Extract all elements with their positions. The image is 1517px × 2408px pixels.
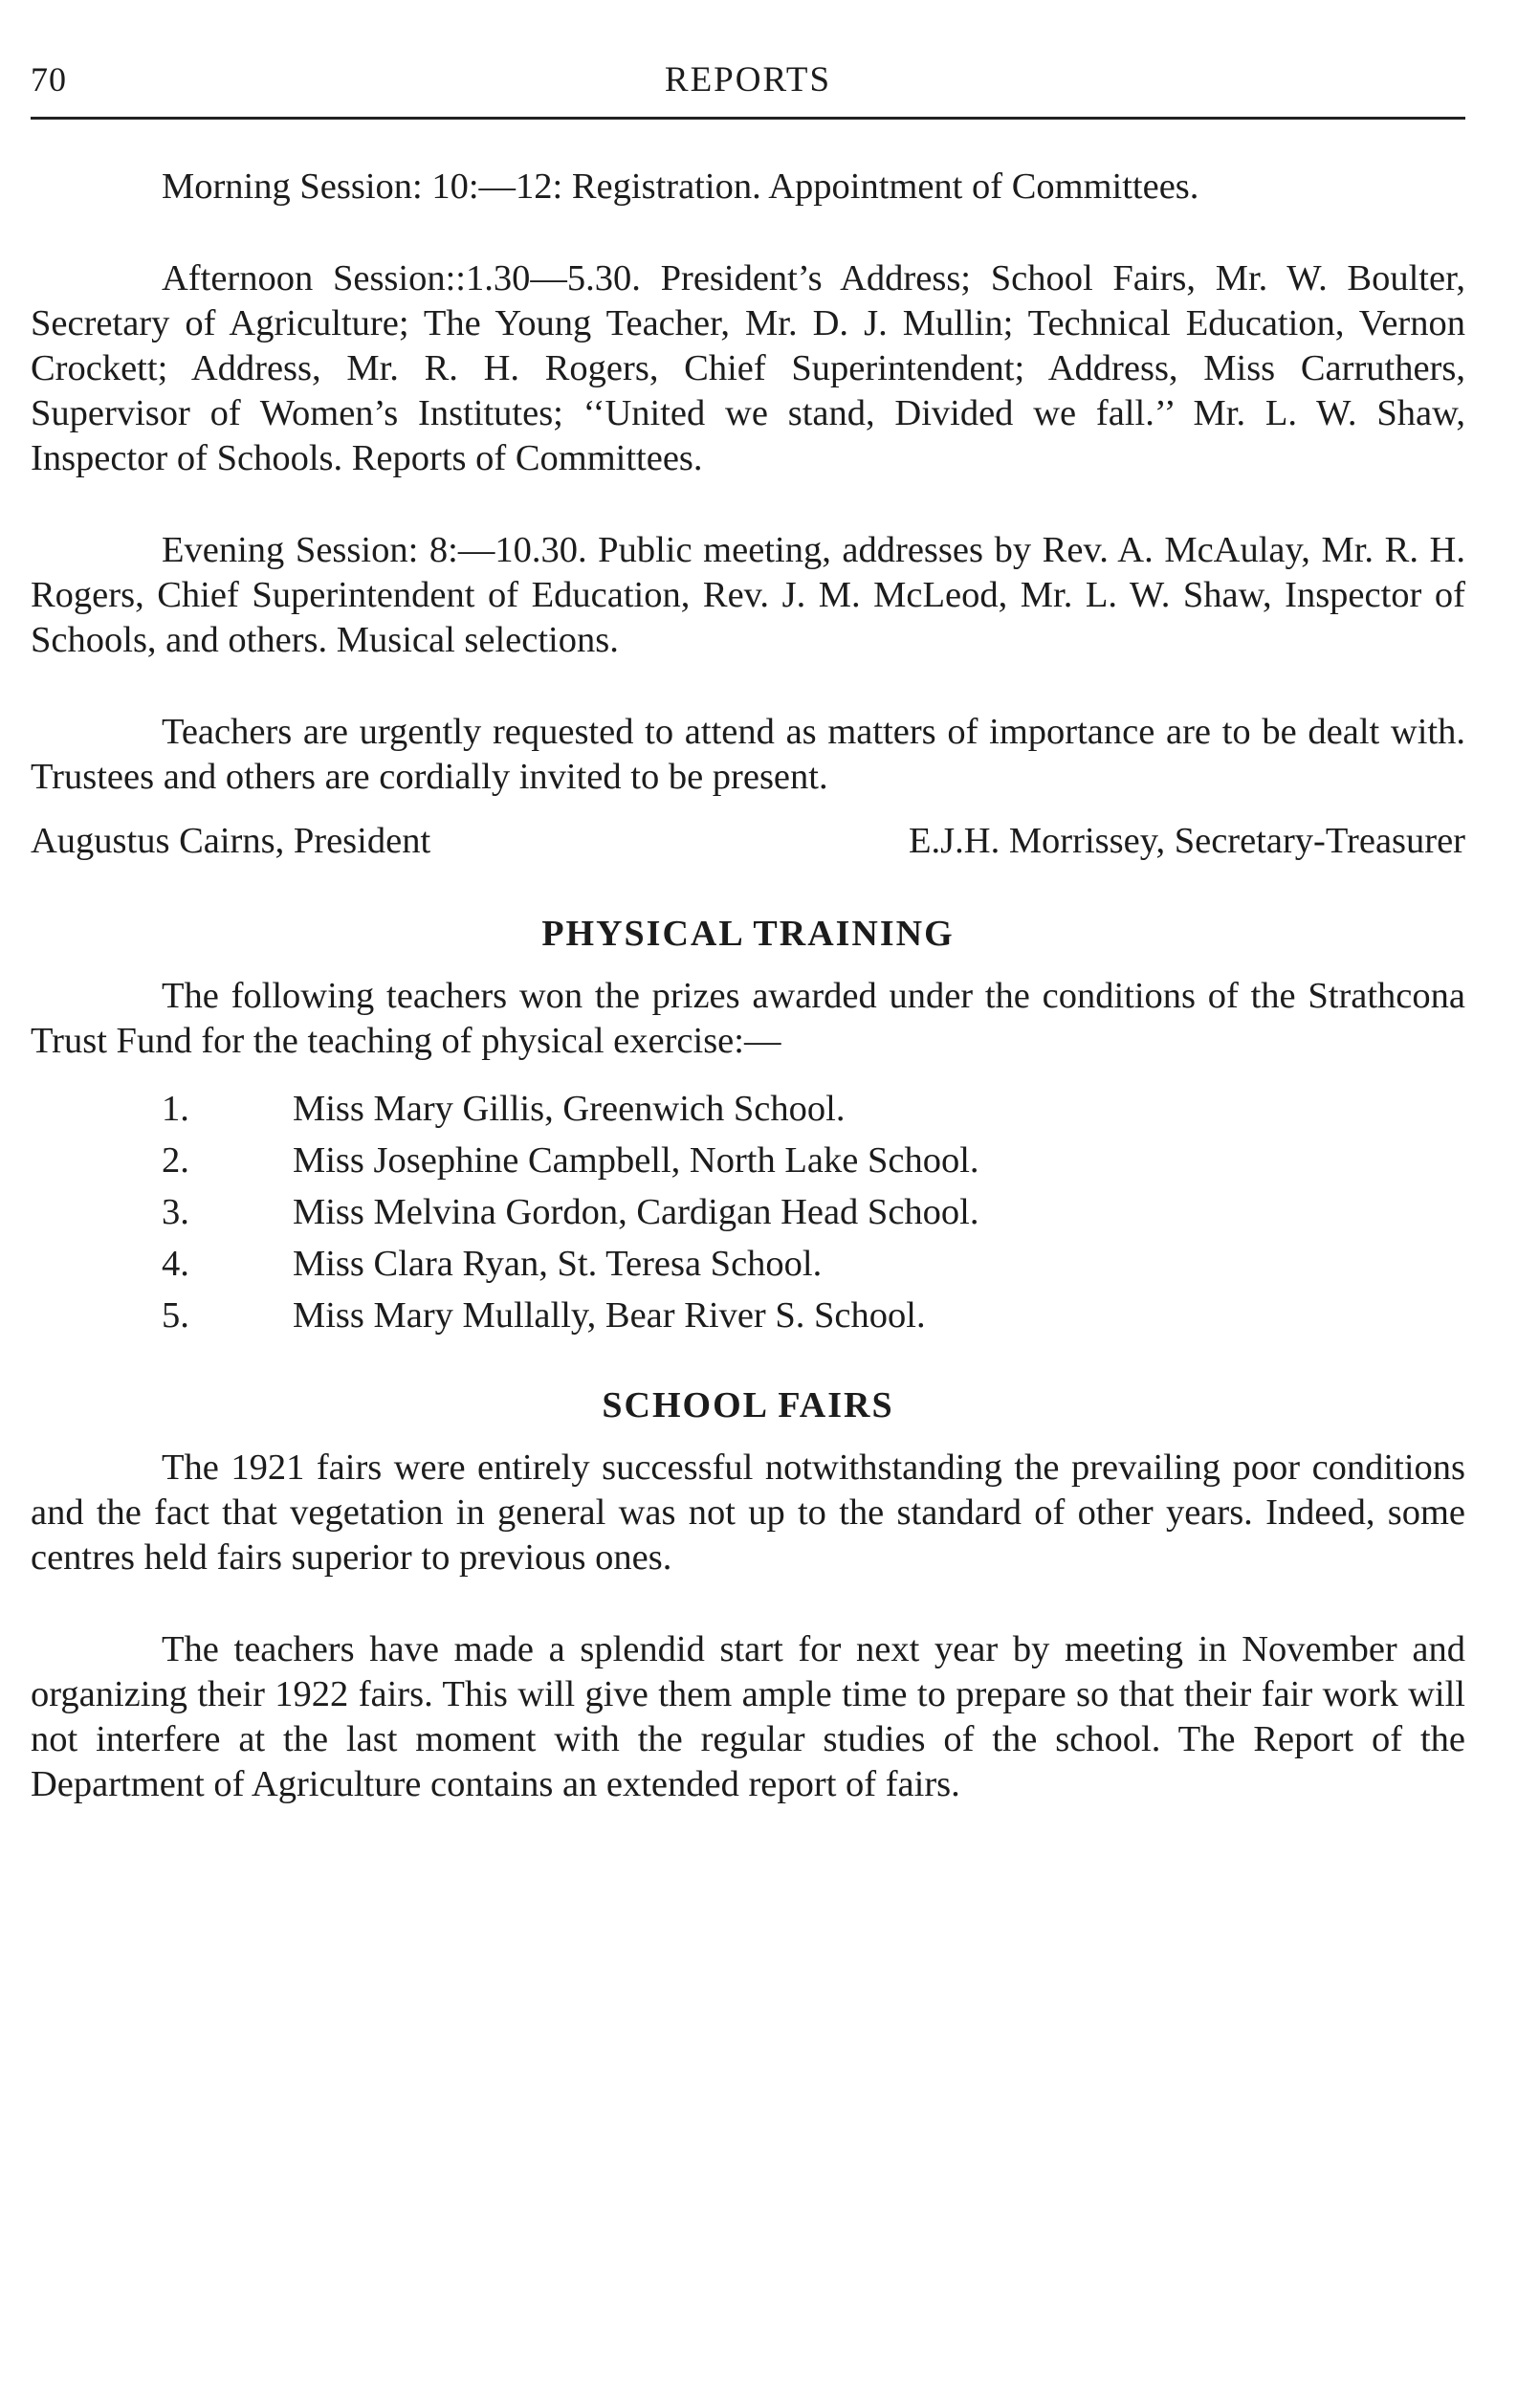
school-fairs-paragraph-1: The 1921 fairs were entirely successful notwithstanding the prevailing poor conditions and the fact that vegetation in general was not up to the standard of other years. Indeed, some centres held fairs superior to previous ones. (31, 1447, 1465, 1578)
physical-training-heading: PHYSICAL TRAINING (541, 914, 955, 954)
prize-number: 5. (162, 1295, 189, 1336)
prize-number: 3. (162, 1192, 189, 1232)
prize-winner: Miss Melvina Gordon, Cardigan Head School. (293, 1192, 979, 1232)
school-fairs-paragraph-2: The teachers have made a splendid start for next year by meeting in November and organizing their 1922 fairs. This will give them ample time to prepare so that their fair work will not interfere at the last moment with the regular studies of the school. The Report of the Department of Agriculture contains an extended report of fairs. (31, 1629, 1465, 1804)
list-item (31, 1238, 1465, 1290)
prize-number: 2. (162, 1140, 189, 1181)
header-rule (31, 117, 1465, 120)
list-item (31, 1186, 1465, 1238)
evening-session-paragraph: Evening Session: 8:—10.30. Public meeting, addresses by Rev. A. McAulay, Mr. R. H. Rogers, Chief Superintendent of Education, Rev. J. M. McLeod, Mr. L. W. Shaw, Inspector of Schools, and others. Musical selections. (31, 530, 1465, 660)
running-head: REPORTS (664, 60, 832, 99)
signatures (31, 819, 1465, 864)
physical-training-intro: The following teachers won the prizes awarded under the conditions of the Strathcona Trust Fund for the teaching of physical exercise:— (31, 976, 1465, 1061)
president-signature: Augustus Cairns, President (31, 821, 431, 861)
list-item (31, 1290, 1465, 1341)
teachers-request-paragraph: Teachers are urgently requested to attend as matters of importance are to be dealt with. Trustees and others are cordially invited to be present. (31, 712, 1465, 797)
document-page (31, 0, 1465, 2408)
prize-winner: Miss Josephine Campbell, North Lake School. (293, 1140, 979, 1181)
list-item (31, 1135, 1465, 1186)
list-item (31, 1083, 1465, 1135)
prize-number: 4. (162, 1244, 189, 1284)
secretary-signature: E.J.H. Morrissey, Secretary-Treasurer (909, 821, 1465, 861)
afternoon-session-paragraph: Afternoon Session::1.30—5.30. President’s Address; School Fairs, Mr. W. Boulter, Secretary of Agriculture; The Young Teacher, Mr. D. J. Mullin; Technical Education, Vernon Crockett; Address, Mr. R. H. Rogers, Chief Superintendent; Address, Miss Carruthers, Supervisor of Women’s Institutes; ‘‘United we stand, Divided we fall.’’ Mr. L. W. Shaw, Inspector of Schools. Reports of Committees. (31, 258, 1465, 478)
school-fairs-heading: SCHOOL FAIRS (602, 1385, 894, 1425)
prize-number: 1. (162, 1089, 189, 1129)
page-header (31, 59, 1465, 107)
prize-winner: Miss Mary Gillis, Greenwich School. (293, 1089, 846, 1129)
prize-list (31, 1083, 1465, 1341)
page-number: 70 (31, 60, 67, 99)
prize-winner: Miss Clara Ryan, St. Teresa School. (293, 1244, 823, 1284)
morning-session-paragraph: Morning Session: 10:—12: Registration. Appointment of Committees. (162, 166, 1199, 207)
prize-winner: Miss Mary Mullally, Bear River S. School. (293, 1295, 926, 1336)
body-text (31, 165, 1465, 1854)
